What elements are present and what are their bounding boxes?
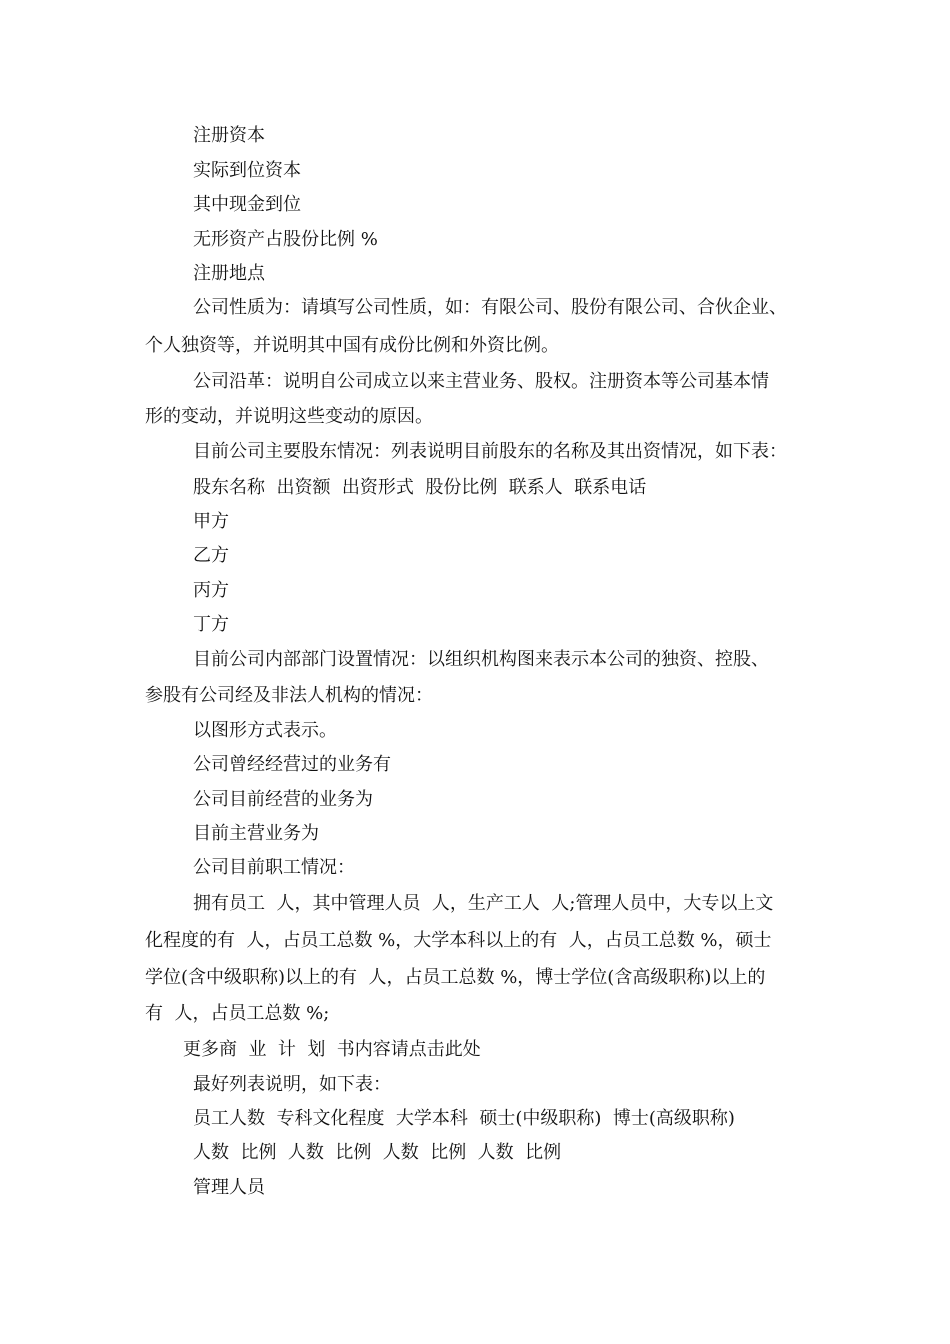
party-c: 丙方 — [193, 580, 229, 601]
current-business: 公司目前经营的业务为 — [193, 789, 373, 810]
shareholder-table-header: 股东名称 出资额 出资形式 股份比例 联系人 联系电话 — [193, 477, 647, 498]
management-staff-row: 管理人员 — [193, 1177, 265, 1198]
more-content-link[interactable]: 更多商 业 计 划 书内容请点击此处 — [183, 1039, 481, 1060]
company-nature-line-1: 公司性质为：请填写公司性质，如：有限公司、股份有限公司、合伙企业、 — [193, 297, 787, 318]
company-nature-line-2: 个人独资等，并说明其中国有成份比例和外资比例。 — [145, 335, 559, 356]
intangible-ratio: 无形资产占股份比例 % — [193, 229, 378, 250]
party-a: 甲方 — [193, 511, 229, 532]
party-d: 丁方 — [193, 614, 229, 635]
staff-line-2: 化程度的有 人，占员工总数 %，大学本科以上的有 人，占员工总数 %，硕士 — [145, 930, 772, 951]
cash-in-place: 其中现金到位 — [193, 194, 301, 215]
registered-address: 注册地点 — [193, 263, 265, 284]
staff-line-3: 学位(含中级职称)以上的有 人，占员工总数 %，博士学位(含高级职称)以上的 — [145, 967, 766, 988]
shareholders-intro: 目前公司主要股东情况：列表说明目前股东的名称及其出资情况，如下表： — [193, 441, 787, 462]
registered-capital: 注册资本 — [193, 125, 265, 146]
table-note: 最好列表说明，如下表： — [193, 1074, 391, 1095]
staff-line-1: 拥有员工 人，其中管理人员 人，生产工人 人;管理人员中，大专以上文 — [193, 893, 774, 914]
actual-capital: 实际到位资本 — [193, 160, 301, 181]
company-history-line-2: 形的变动，并说明这些变动的原因。 — [145, 406, 433, 427]
staff-table-header: 员工人数 专科文化程度 大学本科 硕士(中级职称) 博士(高级职称) — [193, 1108, 735, 1129]
staff-table-subheader: 人数 比例 人数 比例 人数 比例 人数 比例 — [193, 1142, 562, 1163]
department-line-2: 参股有公司经及非法人机构的情况： — [145, 685, 433, 706]
past-business: 公司曾经经营过的业务有 — [193, 754, 391, 775]
staff-title: 公司目前职工情况： — [193, 857, 355, 878]
department-line-1: 目前公司内部部门设置情况：以组织机构图来表示本公司的独资、控股、 — [193, 649, 769, 670]
graphic-note: 以图形方式表示。 — [193, 720, 337, 741]
staff-line-4: 有 人，占员工总数 %; — [145, 1003, 330, 1024]
main-business: 目前主营业务为 — [193, 823, 319, 844]
party-b: 乙方 — [193, 545, 229, 566]
company-history-line-1: 公司沿革：说明自公司成立以来主营业务、股权。注册资本等公司基本情 — [193, 371, 769, 392]
